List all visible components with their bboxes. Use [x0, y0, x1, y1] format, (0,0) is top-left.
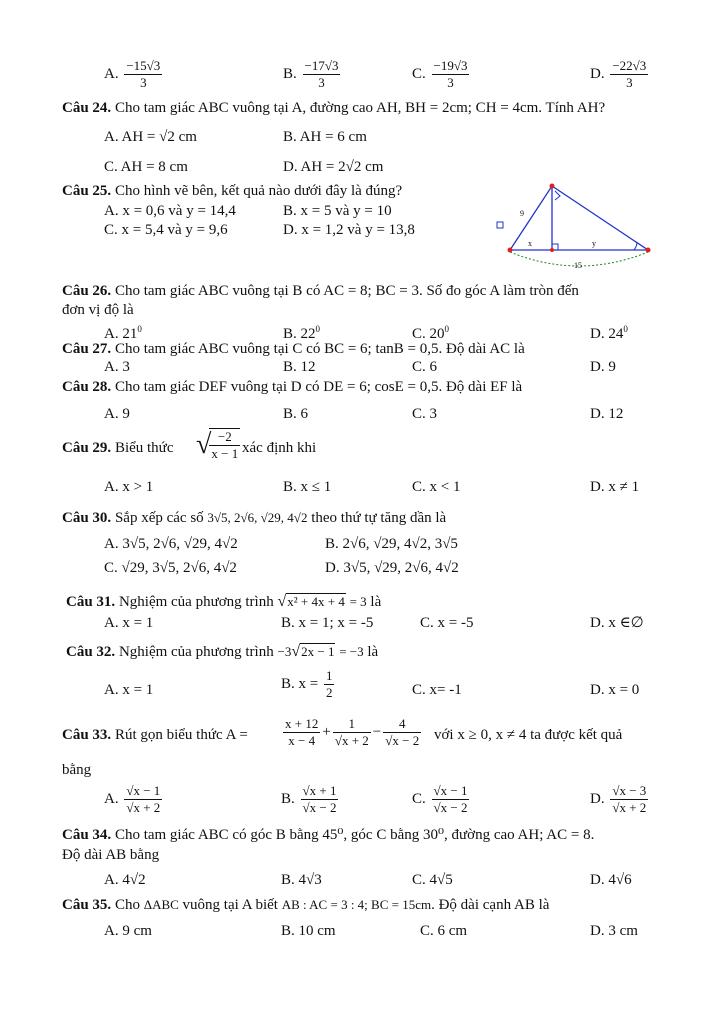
q26-stem: Câu 26. Cho tam giác ABC vuông tại B có AC = 8; BC = 3. Số đo góc A làm tròn đến: [62, 283, 579, 299]
q25-option-d[interactable]: D. x = 1,2 và y = 13,8: [283, 222, 415, 238]
q28-option-c[interactable]: C. 3: [412, 406, 438, 422]
q24-option-a[interactable]: A. AH = √2 cm: [104, 129, 197, 145]
q33-stem-end: với x ≥ 0, x ≠ 4 ta được kết quả: [434, 727, 623, 743]
q25-option-a[interactable]: A. x = 0,6 và y = 14,4: [104, 203, 236, 219]
q26-stem-cont: đơn vị độ là: [62, 302, 134, 318]
q31-option-d[interactable]: D. x ∈∅: [590, 615, 644, 631]
q26-option-c[interactable]: C. $20^0$: [412, 324, 450, 342]
q35-option-c[interactable]: C. 6 cm: [420, 923, 468, 939]
label-side: 9: [520, 209, 524, 218]
q29-stem-end: xác định khi: [242, 440, 317, 456]
q35-option-d[interactable]: D. 3 cm: [590, 923, 638, 939]
q29-option-c[interactable]: C. x < 1: [412, 479, 461, 495]
q34-stem-cont: Độ dài AB bằng: [62, 847, 160, 863]
right-angle-top-mark: [555, 191, 560, 200]
q28-option-d[interactable]: D. 12: [590, 406, 624, 422]
q33-expression: $\frac{x + 12}{x - 4}$ + $\frac{1}{√x + 2}$ − $\frac{4}{√x - 2}$: [285, 716, 420, 748]
q31-equation: √x² + 4x + 4: [277, 593, 345, 610]
q34-stem: Câu 34. Cho tam giác ABC có góc B bằng 45⁰, góc C bằng 30⁰, đường cao AH; AC = 8.: [62, 827, 595, 843]
q34-option-b[interactable]: B. 4√3: [281, 872, 322, 888]
q23-option-b[interactable]: B. $\frac{-17√3}{3}$: [283, 58, 339, 90]
q24-option-c[interactable]: C. AH = 8 cm: [104, 159, 188, 175]
q32-option-d[interactable]: D. x = 0: [590, 682, 640, 698]
q25-option-c[interactable]: C. x = 5,4 và y = 9,6: [104, 222, 228, 238]
q35-stem: Câu 35. Cho ΔABC vuông tại A biết AB : AC = 3 : 4; BC = 15cm. Độ dài cạnh AB là: [62, 897, 550, 913]
vertex-c: [646, 248, 651, 253]
q25-stem: Câu 25. Cho hình vẽ bên, kết quả nào dưới đây là đúng?: [62, 183, 403, 199]
q31-option-a[interactable]: A. x = 1: [104, 615, 154, 631]
q35-option-b[interactable]: B. 10 cm: [281, 923, 336, 939]
q24-option-d[interactable]: D. AH = 2√2 cm: [283, 159, 384, 175]
q23-option-c[interactable]: C. $\frac{-19√3}{3}$: [412, 58, 468, 90]
q31-option-c[interactable]: C. x = -5: [420, 615, 474, 631]
q29-option-b[interactable]: B. x ≤ 1: [283, 479, 332, 495]
radical-icon: √: [196, 429, 212, 460]
q29-stem: Câu 29. Biểu thức: [62, 440, 174, 456]
question-label: Câu 24.: [62, 100, 112, 116]
q35-option-a[interactable]: A. 9 cm: [104, 923, 152, 939]
triangle-figure: [494, 180, 660, 276]
q29-option-d[interactable]: D. x ≠ 1: [590, 479, 640, 495]
q30-option-a[interactable]: A. 3√5, 2√6, √29, 4√2: [104, 536, 238, 552]
radical-icon: √: [291, 643, 301, 660]
q32-option-a[interactable]: A. x = 1: [104, 682, 154, 698]
label-x: x: [528, 239, 532, 248]
q33-option-c[interactable]: C. $\frac{√x - 1}{√x - 2}$: [412, 783, 468, 815]
q27-stem: Câu 27. Cho tam giác ABC vuông tại C có BC = 6; tanB = 0,5. Độ dài AC là: [62, 341, 525, 357]
q31-option-b[interactable]: B. x = 1; x = -5: [281, 615, 374, 631]
q33-option-b[interactable]: B. $\frac{√x + 1}{√x - 2}$: [281, 783, 337, 815]
q32-option-c[interactable]: C. x= -1: [412, 682, 462, 698]
q28-stem: Câu 28. Cho tam giác DEF vuông tại D có DE = 6; cosE = 0,5. Độ dài EF là: [62, 379, 523, 395]
q26-option-d[interactable]: D. $24^0$: [590, 324, 628, 342]
q33-option-d[interactable]: D. $\frac{√x - 3}{√x + 2}$: [590, 783, 647, 815]
q25-option-b[interactable]: B. x = 5 và y = 10: [283, 203, 392, 219]
vertex-b: [508, 248, 513, 253]
q32-equation: √2x − 1: [291, 643, 335, 660]
q26-option-b[interactable]: B. $22^0$: [283, 324, 321, 342]
q27-option-d[interactable]: D. 9: [590, 359, 616, 375]
q27-option-c[interactable]: C. 6: [412, 359, 438, 375]
q30-option-c[interactable]: C. √29, 3√5, 2√6, 4√2: [104, 560, 237, 576]
q29-option-a[interactable]: A. x > 1: [104, 479, 154, 495]
q29-expression: √ $\frac{-2}{x - 1}$: [196, 429, 239, 461]
q24-stem: Câu 24. Cho tam giác ABC vuông tại A, đường cao AH, BH = 2cm; CH = 4cm. Tính AH?: [62, 100, 606, 116]
q30-option-d[interactable]: D. 3√5, √29, 2√6, 4√2: [325, 560, 459, 576]
q33-stem: Câu 33. Rút gọn biểu thức A =: [62, 727, 248, 743]
q33-stem-cont: bằng: [62, 762, 92, 778]
q34-option-d[interactable]: D. 4√6: [590, 872, 632, 888]
q31-stem: Câu 31. Nghiệm của phương trình √x² + 4x + 4 = 3 là: [66, 593, 382, 610]
q28-option-a[interactable]: A. 9: [104, 406, 130, 422]
vertex-a: [550, 184, 555, 189]
q33-option-a[interactable]: A. $\frac{√x - 1}{√x + 2}$: [104, 783, 161, 815]
q28-option-b[interactable]: B. 6: [283, 406, 309, 422]
label-base: 15: [574, 261, 582, 270]
q34-option-c[interactable]: C. 4√5: [412, 872, 453, 888]
radical-icon: √: [277, 593, 287, 610]
q27-option-b[interactable]: B. 12: [283, 359, 316, 375]
label-y: y: [592, 239, 596, 248]
q24-option-b[interactable]: B. AH = 6 cm: [283, 129, 367, 145]
q30-stem: Câu 30. Sắp xếp các số 3√5, 2√6, √29, 4√2 theo thứ tự tăng dần là: [62, 510, 447, 526]
q32-stem: Câu 32. Nghiệm của phương trình −3√2x − 1 = −3 là: [66, 643, 379, 660]
q30-option-b[interactable]: B. 2√6, √29, 4√2, 3√5: [325, 536, 458, 552]
q26-option-a[interactable]: A. $21^0$: [104, 324, 142, 342]
small-square-icon: [497, 222, 503, 228]
q23-option-d[interactable]: D. $\frac{-22√3}{3}$: [590, 58, 647, 90]
angle-arc: [634, 243, 637, 250]
q34-option-a[interactable]: A. 4√2: [104, 872, 146, 888]
q32-option-b[interactable]: B. x = $\frac{1}{2}$: [281, 668, 333, 700]
vertex-h: [550, 248, 554, 252]
q27-option-a[interactable]: A. 3: [104, 359, 130, 375]
q23-option-a[interactable]: A. $\frac{-15√3}{3}$: [104, 58, 161, 90]
